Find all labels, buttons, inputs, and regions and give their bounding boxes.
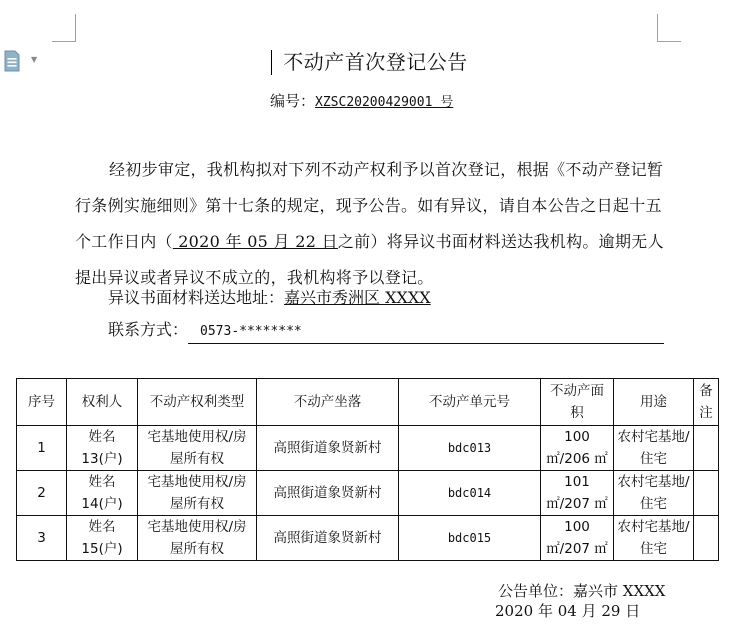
table-cell: 3 (17, 516, 67, 561)
table-cell: 姓名14(户) (67, 471, 138, 516)
notice-text-b: 之前）将异议书面材料送达我机构。逾期无人提出异议或者异议不成立的，我机构将予以登记。 (75, 232, 664, 287)
table-cell: 农村宅基地/住宅 (614, 471, 694, 516)
table-cell: 高照街道象贤新村 (257, 516, 399, 561)
registration-table (16, 378, 719, 561)
table-cell (694, 426, 719, 471)
table-cell: 高照街道象贤新村 (257, 426, 399, 471)
table-cell: 100 ㎡/207 ㎡ (541, 516, 614, 561)
table-row (17, 426, 719, 471)
table-cell: 宅基地使用权/房屋所有权 (138, 516, 257, 561)
notice-paragraph (75, 152, 665, 296)
table-cell: bdc014 (399, 471, 541, 516)
header-cell: 用途 (614, 379, 694, 426)
header-cell: 不动产面积 (541, 379, 614, 426)
document-title: 不动产首次登记公告 (283, 50, 468, 74)
document-number (270, 90, 453, 114)
table-cell (694, 516, 719, 561)
contact-value: 0573-******** (188, 321, 664, 344)
crop-mark-top-right-vertical (657, 14, 658, 41)
header-cell: 不动产坐落 (257, 379, 399, 426)
objection-deadline: 2020 年 05 月 22 日 (172, 232, 338, 251)
issue-date: 2020 年 04 月 29 日 (495, 602, 641, 620)
crop-mark-top-left-horizontal (52, 41, 76, 42)
table-cell: 1 (17, 426, 67, 471)
contact-label: 联系方式： (108, 320, 189, 339)
crop-mark-top-right-horizontal (657, 41, 681, 42)
contact-line (108, 319, 664, 344)
table-cell: 宅基地使用权/房屋所有权 (138, 471, 257, 516)
notice-text-a: 经初步审定，我机构拟对下列不动产权利予以首次登记，根据《不动产登记暂行条例实施细则》第十七条的规定，现予公告。如有异议，请自本公告之日起十五个工作日内（ (75, 160, 664, 251)
header-cell: 备注 (694, 379, 719, 426)
table-cell: 2 (17, 471, 67, 516)
address-value: 嘉兴市秀洲区 XXXX (284, 288, 431, 307)
table-cell (694, 471, 719, 516)
document-number-label: 编号： (270, 92, 316, 110)
header-cell: 不动产权利类型 (138, 379, 257, 426)
header-cell: 序号 (17, 379, 67, 426)
table-cell: 宅基地使用权/房屋所有权 (138, 426, 257, 471)
header-cell: 权利人 (67, 379, 138, 426)
table-cell: 高照街道象贤新村 (257, 471, 399, 516)
table-cell: 姓名15(户) (67, 516, 138, 561)
table-cell: 姓名13(户) (67, 426, 138, 471)
table-cell: bdc013 (399, 426, 541, 471)
table-cell: 101 ㎡/207 ㎡ (541, 471, 614, 516)
table-cell: 农村宅基地/住宅 (614, 516, 694, 561)
document-number-value: XZSC20200429001 号 (315, 95, 454, 110)
table-row (17, 516, 719, 561)
table-cell: bdc015 (399, 516, 541, 561)
table-cell: 农村宅基地/住宅 (614, 426, 694, 471)
header-cell: 不动产单元号 (399, 379, 541, 426)
address-line (108, 287, 431, 309)
issuer-line: 公告单位：嘉兴市 XXXX (498, 582, 666, 600)
triangle-down-icon[interactable]: ▼ (31, 55, 38, 64)
address-label: 异议书面材料送达地址： (108, 288, 285, 307)
crop-mark-top-left-vertical (75, 14, 76, 41)
table-row (17, 471, 719, 516)
table-cell: 100 ㎡/206 ㎡ (541, 426, 614, 471)
table-header-row (17, 379, 719, 426)
